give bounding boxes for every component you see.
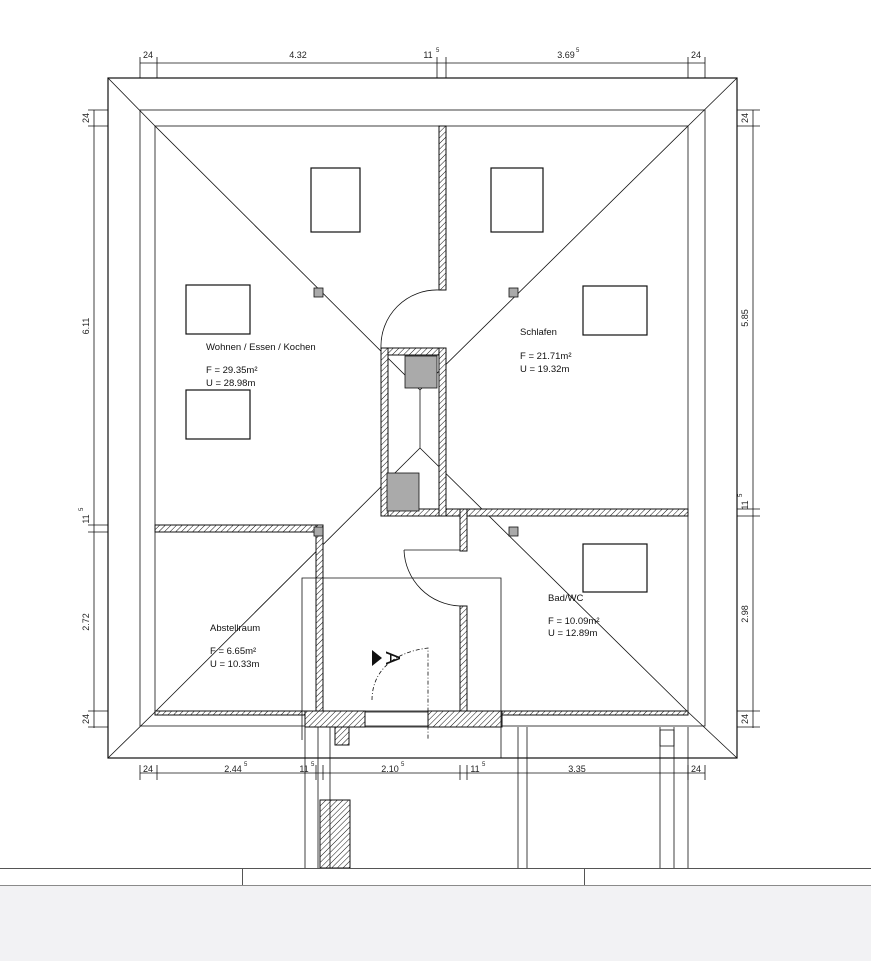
dim-label: 24 <box>142 50 154 60</box>
room-area: F = 10.09m² <box>548 616 600 627</box>
section-marker-label: A <box>381 651 403 665</box>
dim-label: 3.69 <box>557 50 575 60</box>
dim-label: 11 <box>470 764 480 774</box>
room-abstellraum <box>210 623 260 670</box>
viewer-bottom-panel <box>0 868 871 961</box>
dim-sup: 5 <box>311 762 315 768</box>
dimensions-right <box>738 113 750 724</box>
room-name: Bad/WC <box>548 593 584 604</box>
dim-label: 24 <box>740 112 750 124</box>
posts <box>314 288 518 536</box>
dim-label: 2.44 <box>224 764 242 774</box>
dim-sup: 5 <box>79 507 85 511</box>
dimension-lines <box>88 57 760 780</box>
dim-sup: 5 <box>401 762 405 768</box>
dim-label: 11 <box>423 50 433 60</box>
dim-label: 11 <box>299 764 309 774</box>
interior-walls <box>155 126 688 727</box>
room-name: Abstellraum <box>210 623 261 634</box>
room-wohnen <box>206 342 316 389</box>
dim-label: 2.72 <box>81 613 91 631</box>
dim-label: 11 <box>740 500 750 510</box>
dim-label: 2.98 <box>740 605 750 623</box>
dim-sup: 5 <box>244 762 248 768</box>
room-schlafen <box>520 327 571 375</box>
room-name: Wohnen / Essen / Kochen <box>206 342 316 353</box>
dim-label: 6.11 <box>81 317 91 335</box>
room-perimeter: U = 19.32m <box>520 364 570 375</box>
dim-label: 11 <box>81 514 91 524</box>
room-area: F = 29.35m² <box>206 365 258 376</box>
room-area: F = 6.65m² <box>210 646 257 657</box>
toolbar-segment[interactable] <box>243 869 585 885</box>
room-bad <box>548 593 599 639</box>
dim-label: 4.32 <box>289 50 307 60</box>
room-perimeter: U = 12.89m <box>548 628 598 639</box>
dim-label: 24 <box>690 764 702 774</box>
dim-label: 3.35 <box>568 764 586 774</box>
dim-label: 5.85 <box>740 309 750 327</box>
dim-sup: 5 <box>482 762 486 768</box>
roof-outline <box>108 78 737 758</box>
dim-label: 24 <box>81 112 91 124</box>
dim-sup: 5 <box>738 493 744 497</box>
dimensions-left <box>79 113 91 724</box>
dim-label: 2.10 <box>381 764 399 774</box>
dim-label: 24 <box>142 764 154 774</box>
dim-label: 24 <box>740 713 750 725</box>
room-perimeter: U = 28.98m <box>206 378 256 389</box>
dim-label: 24 <box>690 50 702 60</box>
dim-sup: 5 <box>436 48 440 54</box>
dimensions-bottom <box>143 762 701 774</box>
room-name: Schlafen <box>520 327 557 338</box>
room-area: F = 21.71m² <box>520 351 572 362</box>
dim-label: 24 <box>81 713 91 725</box>
room-perimeter: U = 10.33m <box>210 659 260 670</box>
toolbar-segment[interactable] <box>0 869 243 885</box>
dim-sup: 5 <box>576 48 580 54</box>
dimensions-top <box>143 48 701 60</box>
